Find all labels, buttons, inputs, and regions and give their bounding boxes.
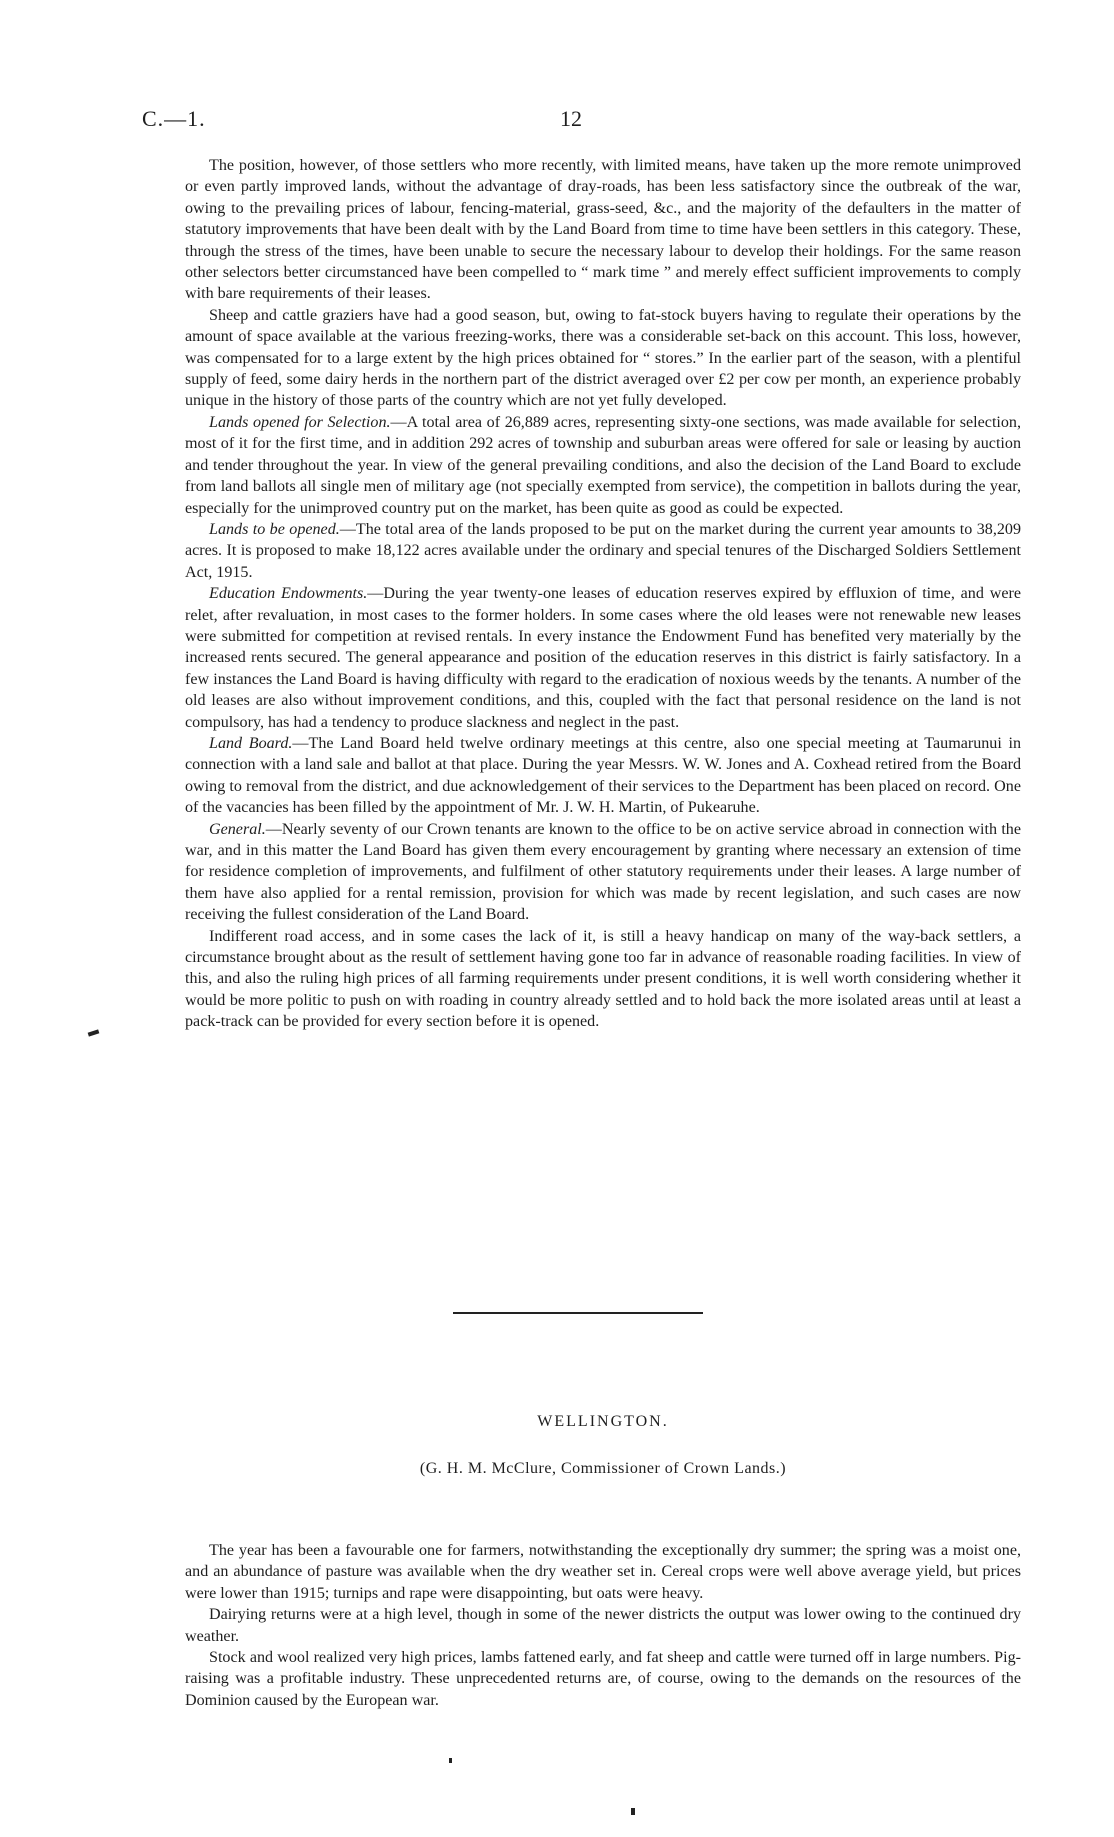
margin-speck <box>88 1029 100 1036</box>
taranaki-report-body <box>185 155 1021 1033</box>
paragraph-lands-opened <box>185 412 1021 519</box>
paragraph-road-access <box>185 926 1021 1033</box>
paragraph-stock-wool <box>185 1647 1021 1711</box>
paragraph-graziers <box>185 305 1021 412</box>
commissioner-subheading: (G. H. M. McClure, Commissioner of Crown Lands.) <box>419 1460 787 1477</box>
paragraph-text: —The Land Board held twelve ordinary meetings at this centre, also one special meeting at Taumarunui in connection with a land sale and ballot at that place. During the year Messrs. W. W. Jones and A. Coxhead retired from the Board owing to removal from the district, and due acknowledgement of their services to the Department has been placed on record. One of the vacancies has been filled by the appointment of Mr. J. W. H. Martin, of Pukearuhe. <box>185 734 1022 817</box>
paragraph-dairying <box>185 1604 1021 1647</box>
paragraph-text: —During the year twenty-one leases of education reserves expired by effluxion of time, and were relet, after revaluation, in most cases to the former holders. In some cases where the old leases were not renewable new leases were submitted for competition at revised rentals. In every instance the Endowment Fund has benefited very materially by the increased rents secured. The general appearance and position of the education reserves in this district is fairly satisfactory. In a few instances the Land Board is having difficulty with regard to the eradication of noxious weeds by the tenants. A number of the old leases are also without improvement conditions, and this, coupled with the fact that personal residence on the land is not compulsory, has had a tendency to produce slackness and neglect in the past. <box>185 585 1021 731</box>
section-heading-wellington: WELLINGTON. <box>537 1413 669 1430</box>
paragraph-text: Indifferent road access, and in some cases the lack of it, is still a heavy handicap on many of the way-back settlers, a circumstance brought about as the result of settlement having gone too far in advance of reasonable roading facilities. In view of this, and also the ruling high prices of all farming requirements under present conditions, it is well worth considering whether it would be more politic to push on with roading in country already settled and to hold back the more isolated areas until at least a pack-track can be provided for every section before it is opened. <box>185 927 1021 1031</box>
paragraph-settlers-position <box>185 155 1021 305</box>
paragraph-text: The position, however, of those settlers who more recently, with limited means, have taken up the more remote unimproved or even partly improved lands, without the advantage of dray-roads, has been less satisfactory since the outbreak of the war, owing to the prevailing prices of labour, fencing-material, grass-seed, &c., and the majority of the defaulters in the matter of statutory improvements that have been dealt with by the Land Board from time to time have been settlers in this category. These, through the stress of the times, have been unable to secure the necessary labour to develop their holdings. For the same reason other selectors better circumstanced have been compelled to “ mark time ” and merely effect sufficient improvements to comply with bare requirements of their leases. <box>185 157 1021 303</box>
section-divider <box>453 1312 703 1314</box>
paragraph-education-endowments <box>185 583 1021 733</box>
paragraph-text: Stock and wool realized very high prices, lambs fattened early, and fat sheep and cattle were turned off in large numbers. Pig-raising was a profitable industry. These unprecedented returns are, of course, owing to the demands on the resources of the Dominion caused by the European war. <box>185 1649 1021 1709</box>
page-number: 12 <box>560 106 582 131</box>
paragraph-text: Dairying returns were at a high level, though in some of the newer districts the output was lower owing to the continued dry weather. <box>185 1606 1021 1645</box>
paragraph-text: Sheep and cattle graziers have had a good season, but, owing to fat-stock buyers having to regulate their operations by the amount of space available at the various freezing-works, there was a considerable set-back on this account. This loss, however, was compensated for to a large extent by the high prices obtained for “ stores.” In the earlier part of the season, with a plentiful supply of feed, some dairy herds in the northern part of the district averaged over £2 per cow per month, an experience probably unique in the history of those parts of the country which are not yet fully developed. <box>185 306 1021 410</box>
paragraph-text: —Nearly seventy of our Crown tenants are known to the office to be on active service abroad in connection with the war, and in this matter the Land Board has given them every encouragement by granting where necessary an extension of time for residence completion of improvements, and fulfilment of other statutory requirements under their leases. A large number of them have also applied for a rental remission, provision for which was made by recent legislation, and such cases are now receiving the fullest consideration of the Land Board. <box>185 820 1021 924</box>
paragraph-lead: Lands opened for Selection. <box>209 413 391 431</box>
paragraph-lead: Lands to be opened. <box>209 520 340 538</box>
paragraph-lands-to-be-opened <box>185 519 1021 583</box>
paragraph-lead: General. <box>209 820 266 838</box>
paragraph-text: The year has been a favourable one for farmers, notwithstanding the exceptionally dry summer; the spring was a moist one, and an abundance of pasture was available when the dry weather set in. Cereal crops were well above average yield, but prices were lower than 1915; turnips and rape were disappointing, but oats were heavy. <box>185 1542 1021 1602</box>
paragraph-text: —The total area of the lands proposed to be put on the market during the current year amounts to 38,209 acres. It is proposed to make 18,122 acres available under the ordinary and special tenures of the Discharged Soldiers Settlement Act, 1915. <box>185 520 1021 581</box>
paragraph-lead: Land Board. <box>209 734 293 752</box>
paragraph-land-board <box>185 733 1021 819</box>
paragraph-favourable-year <box>185 1540 1021 1604</box>
ink-speck <box>631 1808 635 1815</box>
paragraph-general <box>185 819 1021 926</box>
ink-speck <box>449 1758 452 1763</box>
document-reference: C.—1. <box>142 106 206 131</box>
wellington-report-body <box>185 1540 1021 1711</box>
paragraph-lead: Education Endowments. <box>209 585 368 603</box>
paragraph-text: —A total area of 26,889 acres, representing sixty-one sections, was made available for selection, most of it for the first time, and in addition 292 acres of township and suburban areas were offered for sale or leasing by auction and tender throughout the year. In view of the general prevailing conditions, and also the decision of the Land Board to exclude from land ballots all single men of military age (not specially exempted from service), the competition in ballots during the year, especially for the unimproved country put on the market, has been quite as good as could be expected. <box>185 413 1022 517</box>
